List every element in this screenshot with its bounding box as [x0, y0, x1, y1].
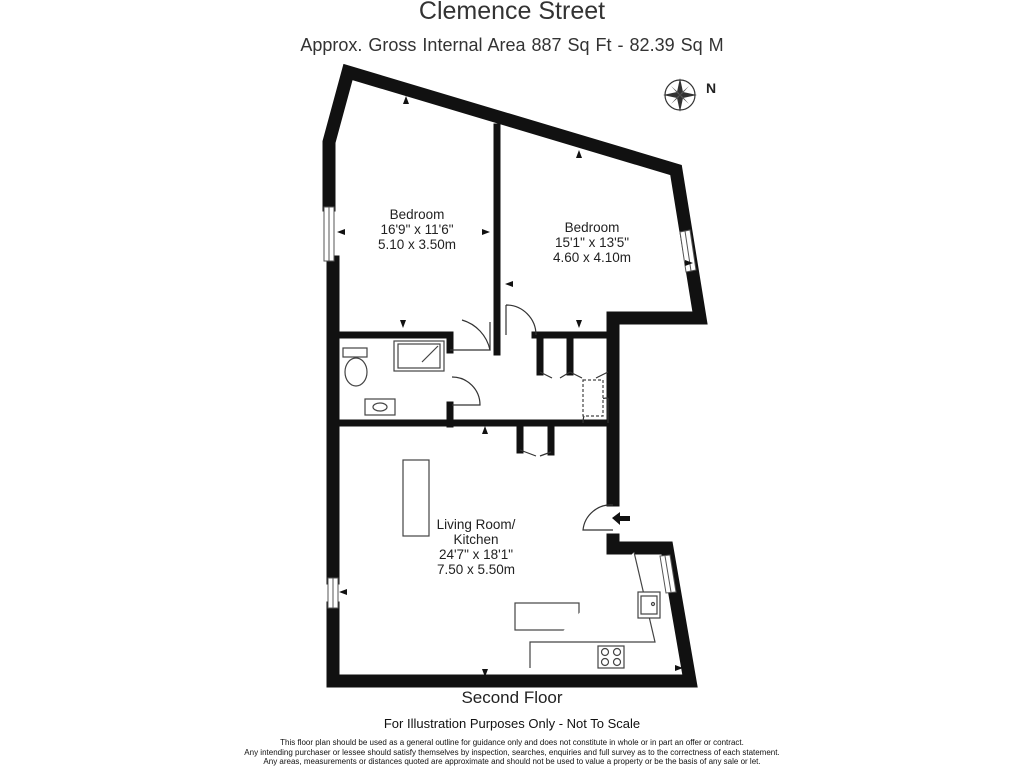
bedroom-1-metric: 5.10 x 3.50m: [377, 237, 457, 252]
living-room-name: Living Room/: [436, 517, 516, 532]
plan-area-subtitle: Approx. Gross Internal Area 887 Sq Ft - 82.39 Sq M: [300, 35, 724, 55]
living-room-imperial: 24'7" x 18'1": [438, 547, 514, 562]
living-room-name-2: Kitchen: [453, 532, 499, 547]
living-room-metric: 7.50 x 5.50m: [436, 562, 516, 577]
bedroom-1-name: Bedroom: [389, 207, 445, 222]
disclaimer-line: Any areas, measurements or distances quoted are approximate and should not be used to value a property or be the basis of any sale or let.: [263, 757, 761, 766]
floor-label: Second Floor: [461, 688, 563, 707]
bedroom-1-imperial: 16'9" x 11'6": [380, 222, 454, 237]
disclaimer-line: This floor plan should be used as a general outline for guidance only and does not constitute in whole or in part an offer or contract.: [280, 738, 744, 747]
bedroom-2-metric: 4.60 x 4.10m: [552, 250, 632, 265]
plan-title: Clemence Street: [418, 0, 606, 25]
bedroom-2-name: Bedroom: [564, 220, 620, 235]
compass-icon: [663, 78, 697, 112]
compass-north-label: N: [706, 80, 717, 96]
disclaimer: [0, 738, 1024, 767]
disclaimer-line: Any intending purchaser or lessee should satisfy themselves by inspection, searches, enquiries and full survey as to the correctness of each statement.: [244, 747, 780, 757]
illustration-note: For Illustration Purposes Only - Not To Scale: [383, 716, 641, 731]
bedroom-2-imperial: 15'1" x 13'5": [554, 235, 630, 250]
